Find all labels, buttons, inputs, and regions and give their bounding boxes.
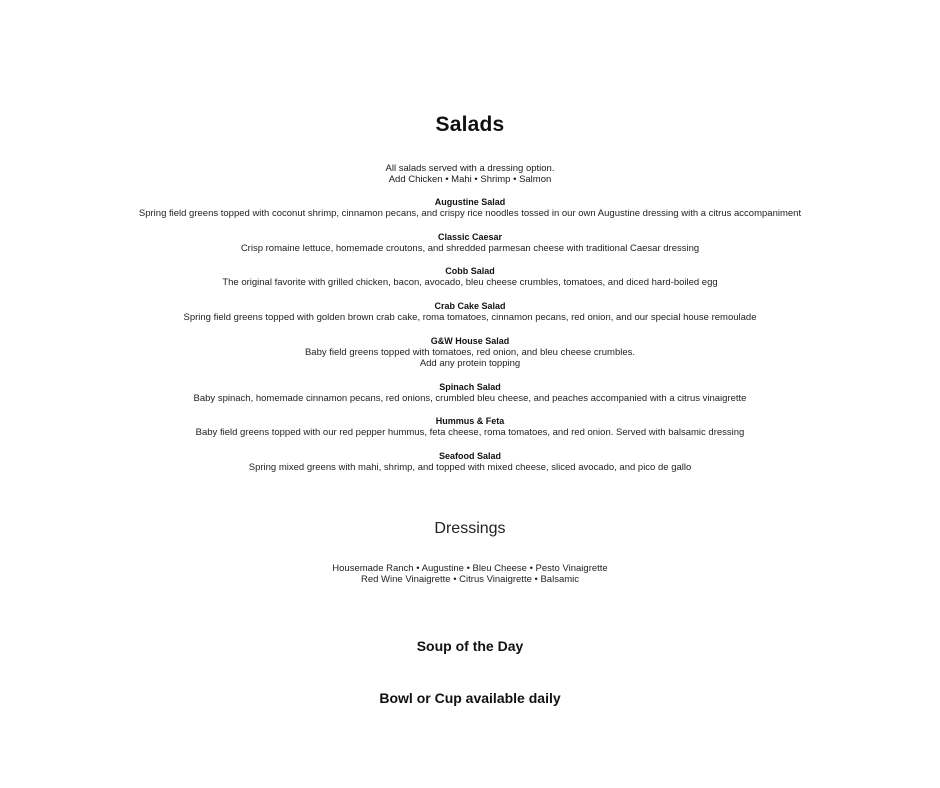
dressings-list bbox=[0, 563, 940, 585]
dressings-heading: Dressings bbox=[434, 520, 506, 537]
salad-name: Spinach Salad bbox=[439, 381, 501, 392]
salad-description: Crisp romaine lettuce, homemade croutons, and shredded parmesan cheese with traditional Caesar dressing bbox=[240, 242, 700, 254]
salad-item-augustine bbox=[0, 197, 940, 232]
salad-item-crab-cake bbox=[0, 301, 940, 336]
intro-dressing-note: All salads served with a dressing option. bbox=[385, 163, 555, 174]
salad-item-seafood bbox=[0, 451, 940, 486]
salad-description: The original favorite with grilled chicken, bacon, avocado, bleu cheese crumbles, tomatoes, and diced hard-boiled egg bbox=[222, 277, 718, 289]
salads-heading: Salads bbox=[435, 113, 505, 136]
salad-item-cobb bbox=[0, 266, 940, 301]
salad-description: Spring mixed greens with mahi, shrimp, and topped with mixed cheese, sliced avocado, and pico de gallo bbox=[248, 462, 692, 474]
salad-description: Spring field greens topped with coconut shrimp, cinnamon pecans, and crispy rice noodles tossed in our own Augustine dressing with a citrus accompaniment bbox=[138, 208, 802, 219]
salad-item-hummus-feta bbox=[0, 416, 940, 451]
soup-availability: Bowl or Cup available daily bbox=[379, 690, 561, 706]
intro-protein-options: Add Chicken • Mahi • Shrimp • Salmon bbox=[388, 174, 552, 185]
salad-name: Cobb Salad bbox=[445, 266, 495, 277]
salad-name: Hummus & Feta bbox=[435, 416, 505, 427]
salad-description: Baby spinach, homemade cinnamon pecans, red onions, crumbled bleu cheese, and peaches accompanied with a citrus vinaigrette bbox=[193, 392, 747, 404]
dressings-line-2: Red Wine Vinaigrette • Citrus Vinaigrette • Balsamic bbox=[360, 574, 580, 585]
dressings-line-1: Housemade Ranch • Augustine • Bleu Cheese • Pesto Vinaigrette bbox=[332, 563, 608, 574]
salad-description: Baby field greens topped with tomatoes, red onion, and bleu cheese crumbles. bbox=[304, 346, 636, 358]
salad-protein-note: Add any protein topping bbox=[419, 357, 521, 369]
salad-item-spinach bbox=[0, 382, 940, 417]
salad-list bbox=[0, 197, 940, 486]
salad-name: G&W House Salad bbox=[430, 335, 510, 346]
salad-item-classic-caesar bbox=[0, 232, 940, 267]
salad-description: Spring field greens topped with golden brown crab cake, roma tomatoes, cinnamon pecans, red onion, and our special house remoulade bbox=[183, 312, 757, 324]
salad-name: Classic Caesar bbox=[437, 231, 503, 242]
salad-name: Seafood Salad bbox=[438, 451, 501, 462]
salad-name: Augustine Salad bbox=[434, 197, 506, 207]
salad-description: Baby field greens topped with our red pepper hummus, feta cheese, roma tomatoes, and red onion. Served with balsamic dressing bbox=[195, 427, 745, 439]
soup-heading: Soup of the Day bbox=[416, 638, 524, 654]
salads-intro bbox=[0, 163, 940, 185]
salad-item-house bbox=[0, 336, 940, 382]
salad-name: Crab Cake Salad bbox=[434, 301, 506, 312]
